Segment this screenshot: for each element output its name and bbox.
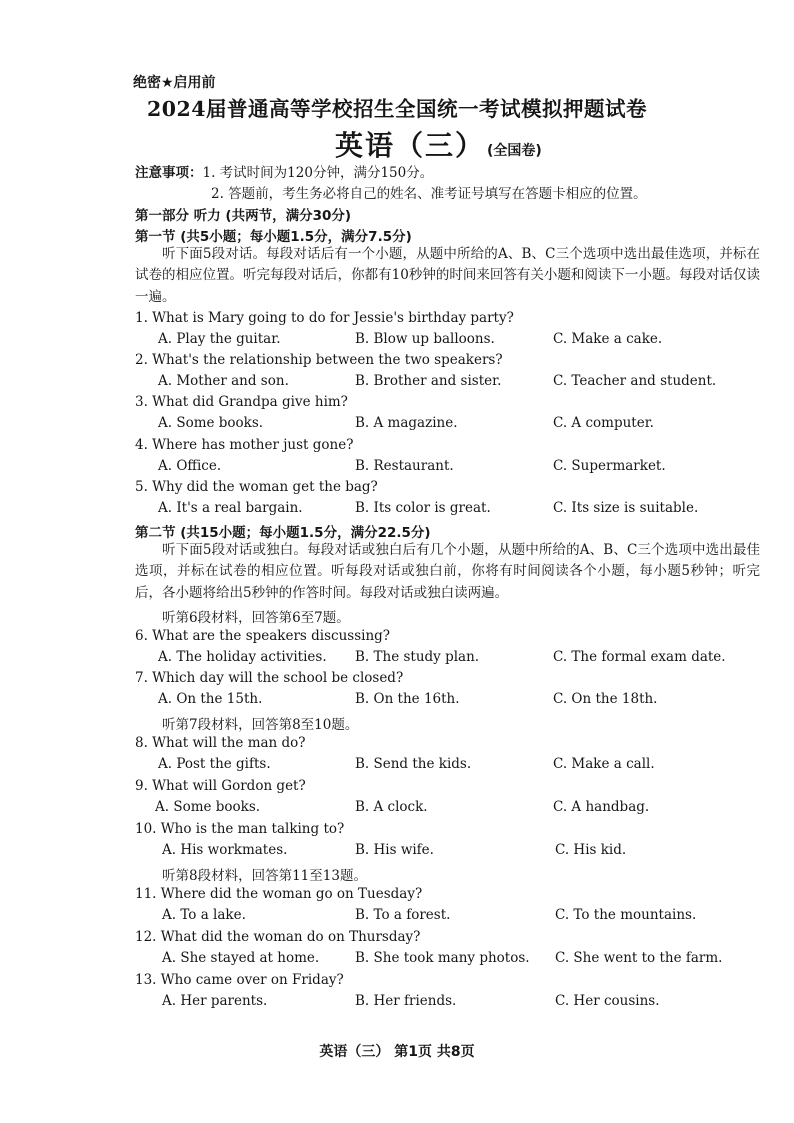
- q6-option-c: C. The formal exam date.: [553, 649, 726, 665]
- material-6-label: 听第6段材料，回答第6至7题。: [162, 610, 350, 626]
- q9-option-a: A. Some books.: [155, 799, 261, 815]
- question-7: 7. Which day will the school be closed?: [135, 670, 404, 686]
- section2-instructions: 听下面5段对话或独白。每段对话或独白后有几个小题，从题中所给的A、B、C三个选项中选出最佳选项，并标在试卷的相应位置。听每段对话或独白前，你将有时间阅读各个小题，每小题5秒钟；听完后，各小题将给出5秒钟的作答时间。每段对话或独白读两遍。: [135, 542, 760, 601]
- section1-instructions: 听下面5段对话。每段对话后有一个小题，从题中所给的A、B、C三个选项中选出最佳选项，并标在试卷的相应位置。听完每段对话后，你都有10秒钟的时间来回答有关小题和阅读下一小题。每段对话仅读一遍。: [135, 246, 760, 305]
- q6-option-b: B. The study plan.: [355, 649, 480, 665]
- question-5: 5. Why did the woman get the bag?: [135, 479, 378, 495]
- question-4: 4. Where has mother just gone?: [135, 437, 354, 453]
- question-1: 1. What is Mary going to do for Jessie's birthday party?: [135, 310, 514, 326]
- subject-name: 英语（三）: [335, 129, 486, 162]
- q1-option-c: C. Make a cake.: [553, 331, 663, 347]
- q10-option-b: B. His wife.: [355, 842, 434, 858]
- q13-option-a: A. Her parents.: [162, 993, 268, 1009]
- q5-option-b: B. Its color is great.: [355, 500, 491, 516]
- q4-option-a: A. Office.: [158, 458, 222, 474]
- question-8: 8. What will the man do?: [135, 735, 306, 751]
- subject-title: [335, 124, 542, 164]
- notes-item-1: 1. 考试时间为120分钟，满分150分。: [202, 165, 434, 181]
- part1-heading: 第一部分 听力 (共两节，满分30分): [135, 208, 352, 224]
- q3-option-b: B. A magazine.: [355, 415, 458, 431]
- q4-option-b: B. Restaurant.: [355, 458, 454, 474]
- notes-label: 注意事项：: [135, 165, 203, 181]
- q1-option-a: A. Play the guitar.: [158, 331, 281, 347]
- subject-scope: (全国卷): [487, 143, 542, 159]
- q1-option-b: B. Blow up balloons.: [355, 331, 495, 347]
- q10-option-c: C. His kid.: [555, 842, 627, 858]
- question-12: 12. What did the woman do on Thursday?: [135, 929, 421, 945]
- q4-option-c: C. Supermarket.: [553, 458, 666, 474]
- question-2: 2. What's the relationship between the two speakers?: [135, 352, 503, 368]
- q5-option-a: A. It's a real bargain.: [158, 500, 303, 516]
- q5-option-c: C. Its size is suitable.: [553, 500, 699, 516]
- q8-option-b: B. Send the kids.: [355, 756, 472, 772]
- q12-option-b: B. She took many photos.: [355, 950, 530, 966]
- material-7-label: 听第7段材料，回答第8至10题。: [162, 717, 359, 733]
- q9-option-c: C. A handbag.: [553, 799, 650, 815]
- q10-option-a: A. His workmates.: [162, 842, 288, 858]
- q7-option-a: A. On the 15th.: [158, 691, 263, 707]
- page-footer: 英语（三） 第1页 共8页: [319, 1044, 475, 1060]
- section1-heading: 第一节 (共5小题；每小题1.5分，满分7.5分): [135, 229, 412, 245]
- q9-option-b: B. A clock.: [355, 799, 428, 815]
- notes-item-2: 2. 答题前，考生务必将自己的姓名、准考证号填写在答题卡相应的位置。: [211, 186, 647, 202]
- q11-option-a: A. To a lake.: [162, 907, 246, 923]
- q11-option-c: C. To the mountains.: [555, 907, 697, 923]
- q7-option-b: B. On the 16th.: [355, 691, 460, 707]
- q8-option-c: C. Make a call.: [553, 756, 655, 772]
- q12-option-c: C. She went to the farm.: [555, 950, 723, 966]
- question-9: 9. What will Gordon get?: [135, 778, 306, 794]
- q13-option-b: B. Her friends.: [355, 993, 457, 1009]
- q6-option-a: A. The holiday activities.: [158, 649, 327, 665]
- section2-heading: 第二节 (共15小题；每小题1.5分，满分22.5分): [135, 525, 431, 541]
- q3-option-c: C. A computer.: [553, 415, 654, 431]
- q2-option-c: C. Teacher and student.: [553, 373, 717, 389]
- q2-option-b: B. Brother and sister.: [355, 373, 502, 389]
- question-6: 6. What are the speakers discussing?: [135, 628, 391, 644]
- question-3: 3. What did Grandpa give him?: [135, 394, 348, 410]
- q13-option-c: C. Her cousins.: [555, 993, 660, 1009]
- q7-option-c: C. On the 18th.: [553, 691, 658, 707]
- q3-option-a: A. Some books.: [158, 415, 264, 431]
- q11-option-b: B. To a forest.: [355, 907, 451, 923]
- q12-option-a: A. She stayed at home.: [162, 950, 320, 966]
- question-11: 11. Where did the woman go on Tuesday?: [135, 886, 423, 902]
- q8-option-a: A. Post the gifts.: [158, 756, 271, 772]
- exam-title: 2024届普通高等学校招生全国统一考试模拟押题试卷: [146, 97, 648, 121]
- notes-line-1: [135, 161, 433, 181]
- question-10: 10. Who is the man talking to?: [135, 821, 345, 837]
- confidential-label: 绝密★启用前: [133, 75, 216, 91]
- material-8-label: 听第8段材料，回答第11至13题。: [162, 868, 367, 884]
- question-13: 13. Who came over on Friday?: [135, 972, 344, 988]
- q2-option-a: A. Mother and son.: [158, 373, 289, 389]
